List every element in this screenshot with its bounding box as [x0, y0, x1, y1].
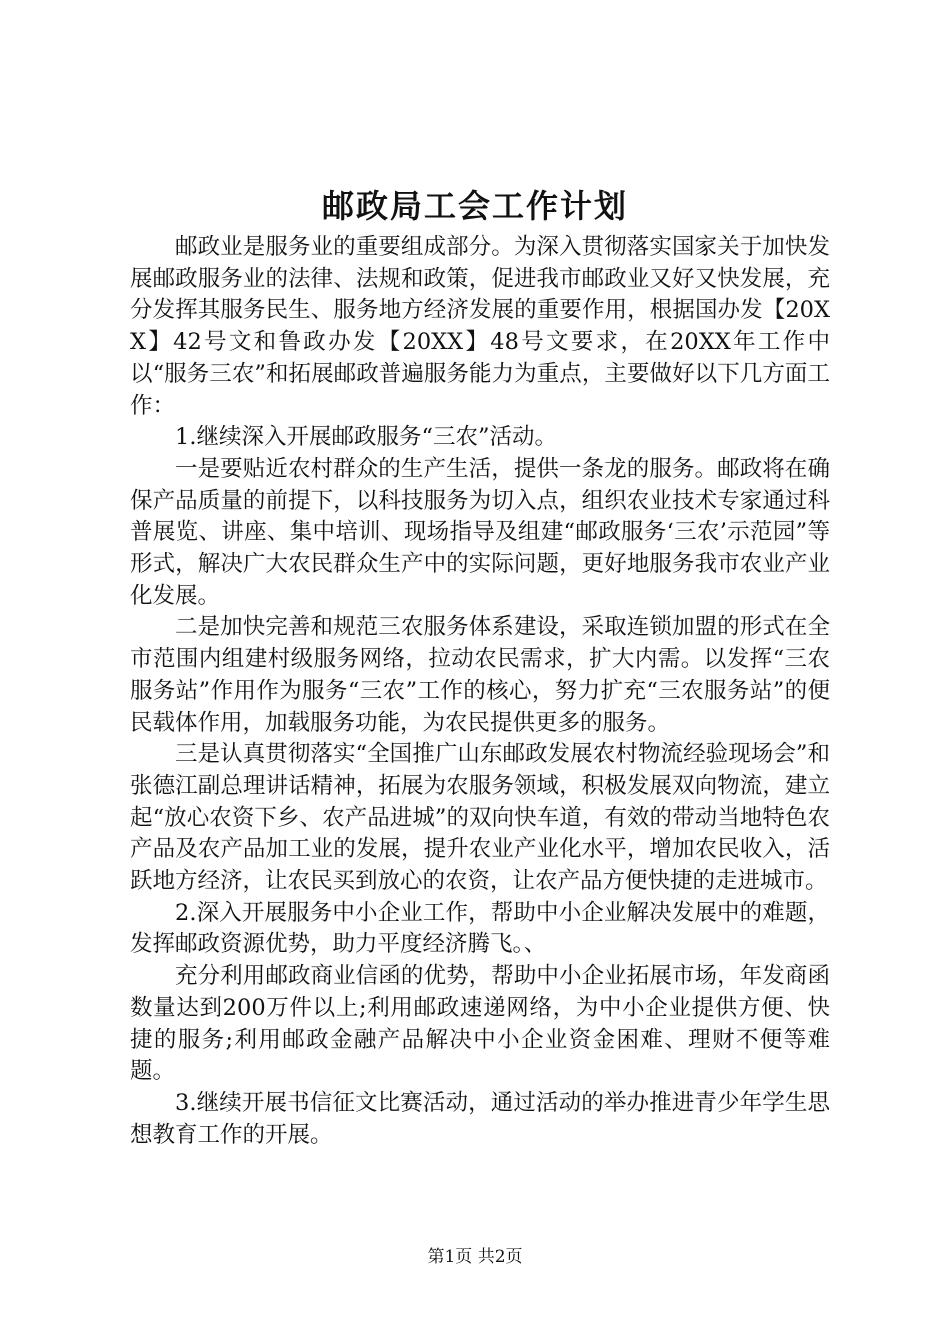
section-heading-1: 1.继续深入开展邮政服务“三农”活动。 — [175, 424, 557, 451]
paragraph-sme-support: 充分利用邮政商业信函的优势，帮助中小企业拓展市场，年发商函数量达到200万件以上;利用邮政速递网络，为中小企业提供方便、快捷的服务;利用邮政金融产品解决中小企业资金困难、理财不便等难题。 — [130, 963, 830, 1085]
section-heading-3: 3.继续开展书信征文比赛活动，通过活动的举办推进青少年学生思想教育工作的开展。 — [130, 1089, 830, 1148]
paragraph-point-three: 三是认真贯彻落实“全国推广山东邮政发展农村物流经验现场会”和张德江副总理讲话精神，拓展为农服务领域，积极发展双向物流，建立起“放心农资下乡、农产品进城”的双向快车道，有效的带动当地特色农产品及农产品加工业的发展，提升农业产业化水平，增加农民收入，活跃地方经济，让农民买到放心的农资，让农产品方便快捷的走进城市。 — [130, 741, 830, 895]
page-footer: 第1页 共2页 — [427, 1247, 523, 1267]
section-heading-2: 2.深入开展服务中小企业工作，帮助中小企业解决发展中的难题，发挥邮政资源优势，助力平度经济腾飞。、 — [130, 899, 830, 958]
document-body — [130, 232, 830, 1151]
paragraph-intro: 邮政业是服务业的重要组成部分。为深入贯彻落实国家关于加快发展邮政服务业的法律、法规和政策，促进我市邮政业又好又快发展，充分发挥其服务民生、服务地方经济发展的重要作用，根据国办发【20XX】42号文和鲁政办发【20XX】48号文要求，在20XX年工作中以“服务三农”和拓展邮政普遍服务能力为重点，主要做好以下几方面工作： — [130, 234, 830, 419]
paragraph-point-one: 一是要贴近农村群众的生产生活，提供一条龙的服务。邮政将在确保产品质量的前提下，以科技服务为切入点，组织农业技术专家通过科普展览、讲座、集中培训、现场指导及组建“邮政服务‘三农’示范园”等形式，解决广大农民群众生产中的实际问题，更好地服务我市农业产业化发展。 — [130, 455, 830, 609]
paragraph-point-two: 二是加快完善和规范三农服务体系建设，采取连锁加盟的形式在全市范围内组建村级服务网络，拉动农民需求，扩大内需。以发挥“三农服务站”作用作为服务“三农”工作的核心，努力扩充“三农服务站”的便民载体作用，加载服务功能，为农民提供更多的服务。 — [130, 614, 830, 736]
page-title: 邮政局工会工作计划 — [321, 187, 628, 225]
